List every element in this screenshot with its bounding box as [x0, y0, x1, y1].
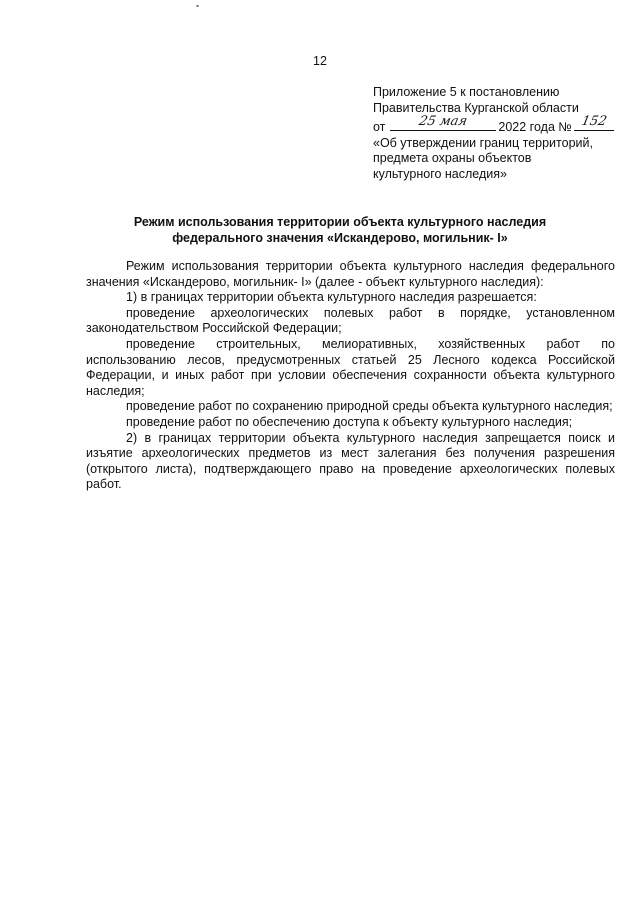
- paragraph-permitted-construction: проведение строительных, мелиоративных, хозяйственных работ по использованию лесов, предусмотренных статьей 25 Лесного кодекса Российской Федерации, и иных работ при условии обеспечения сохранности объекта культурного наследия;: [86, 336, 615, 398]
- document-body: [86, 259, 615, 493]
- appendix-line-5: предмета охраны объектов: [373, 151, 532, 166]
- page-number: 12: [313, 54, 327, 68]
- paragraph-permitted-archaeology: проведение археологических полевых работ в порядке, установленном законодательством Российской Федерации;: [86, 305, 615, 336]
- appendix-header: [373, 85, 635, 183]
- appendix-line-6: культурного наследия»: [373, 166, 507, 181]
- handwritten-number: 152: [579, 113, 608, 129]
- handwritten-date: 25 мая: [417, 113, 469, 129]
- appendix-line-2: Правительства Курганской области: [373, 100, 579, 115]
- appendix-line-4: «Об утверждении границ территорий,: [373, 135, 593, 150]
- number-blank: [574, 113, 614, 131]
- paragraph-permitted-nature: проведение работ по сохранению природной среды объекта культурного наследия;: [126, 399, 613, 414]
- document-title: [80, 214, 600, 246]
- year-text: 2022 года №: [498, 120, 572, 135]
- date-blank: [390, 113, 496, 131]
- from-label: от: [373, 120, 386, 135]
- paragraph-prohibited: 2) в границах территории объекта культурного наследия запрещается поиск и изъятие археологических предметов из мест залегания без получения разрешения (открытого листа), подтверждающего право на проведение археологических полевых работ.: [86, 430, 615, 492]
- appendix-line-1: Приложение 5 к постановлению: [373, 85, 560, 99]
- paragraph-intro: Режим использования территории объекта культурного наследия федерального значения «Искандерово, могильник- I» (далее - объект культурного наследия):: [86, 259, 615, 289]
- scan-speck: [196, 5, 199, 7]
- paragraph-permitted-access: проведение работ по обеспечению доступа к объекту культурного наследия;: [126, 414, 573, 429]
- paragraph-permitted-heading: 1) в границах территории объекта культурного наследия разрешается:: [126, 290, 537, 305]
- title-line-1: Режим использования территории объекта культурного наследия: [133, 215, 547, 229]
- title-line-2: федерального значения «Искандерово, могильник- I»: [172, 231, 508, 245]
- appendix-date-row: [373, 113, 635, 136]
